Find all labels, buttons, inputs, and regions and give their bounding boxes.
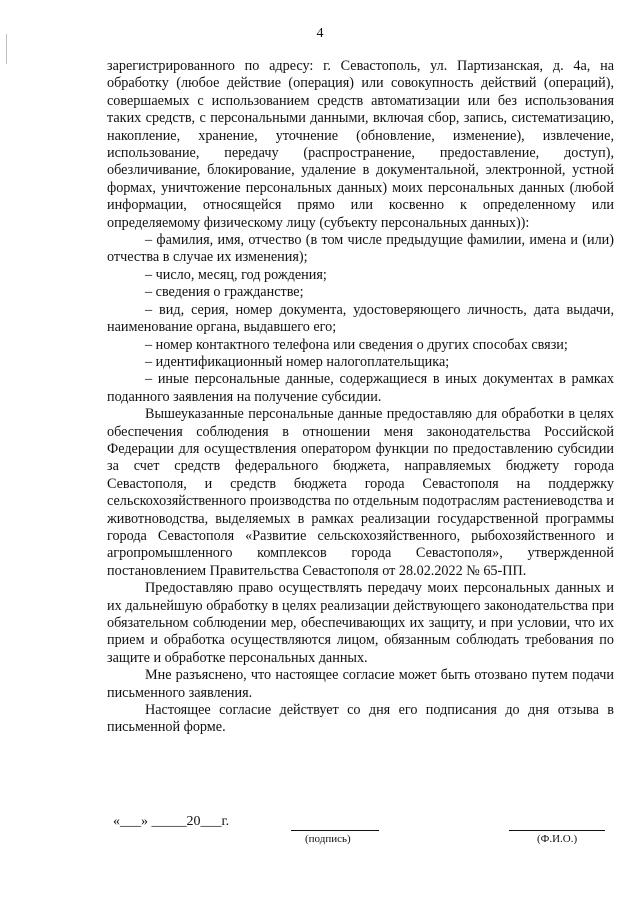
paragraph: Мне разъяснено, что настоящее согласие может быть отозвано путем подачи письменного заявления. — [107, 667, 614, 701]
paragraph: – фамилия, имя, отчество (в том числе предыдущие фамилии, имена и (или) отчества в случае их изменения); — [107, 232, 614, 266]
name-line — [509, 830, 605, 831]
paragraph: – идентификационный номер налогоплательщика; — [145, 353, 450, 370]
paragraph: Предоставляю право осуществлять передачу моих персональных данных и их дальнейшую обработку в целях реализации действующего законодательства при обязательном соблюдении мер, обеспечивающих их защиту, и при условии, что их прием и обработка осуществляются лицом, обязанным соблюдать требования по защите и обработке персональных данных. — [107, 580, 614, 666]
signature-block — [107, 814, 614, 854]
document-body — [107, 58, 614, 737]
name-caption: (Ф.И.О.) — [537, 833, 578, 845]
paragraph: – иные персональные данные, содержащиеся в иных документах в рамках поданного заявления на получение субсидии. — [107, 371, 614, 405]
page-number: 4 — [316, 26, 324, 41]
date-field: «___» _____20___г. — [113, 814, 230, 829]
paragraph: – число, месяц, год рождения; — [145, 266, 327, 283]
signature-line — [291, 830, 379, 831]
paragraph: Настоящее согласие действует со дня его подписания до дня отзыва в письменной форме. — [107, 702, 614, 736]
signature-caption: (подпись) — [305, 833, 351, 845]
paragraph: – номер контактного телефона или сведения о других способах связи; — [145, 336, 568, 353]
paragraph: Вышеуказанные персональные данные предоставляю для обработки в целях обеспечения соблюдения в отношении меня законодательства Российской Федерации для осуществления оператором функции по предоставлению субсидии за счет средств федерального бюджета, направляемых бюджету города Севастополя, и средств бюджета города Севастополя на поддержку сельскохозяйственного производства по отдельным подотраслям растениеводства и животноводства, выделяемых в рамках реализации государственной программы города Севастополя «Развитие сельскохозяйственного, рыбохозяйственного и агропромышленного комплексов города Севастополя», утвержденной постановлением Правительства Севастополя от 28.02.2022 № 65-ПП. — [107, 406, 614, 579]
paragraph: – вид, серия, номер документа, удостоверяющего личность, дата выдачи, наименование органа, выдавшего его; — [107, 301, 614, 336]
paragraph: – сведения о гражданстве; — [145, 284, 304, 301]
paragraph: зарегистрированного по адресу: г. Севастополь, ул. Партизанская, д. 4а, на обработку (любое действие (операция) или совокупность действий (операций), совершаемых с использованием средств автоматизации или без использования таких средств, с персональными данными, включая сбор, запись, систематизацию, накопление, хранение, уточнение (обновление, изменение), извлечение, использование, передачу (распространение, предоставление, доступ), обезличивание, блокирование, удаление в документальной, электронной, устной формах, уничтожение персональных данных) моих персональных данных (любой информации, относящейся прямо или косвенно к определенному или определяемому физическому лицу (субъекту персональных данных)): — [107, 58, 614, 231]
